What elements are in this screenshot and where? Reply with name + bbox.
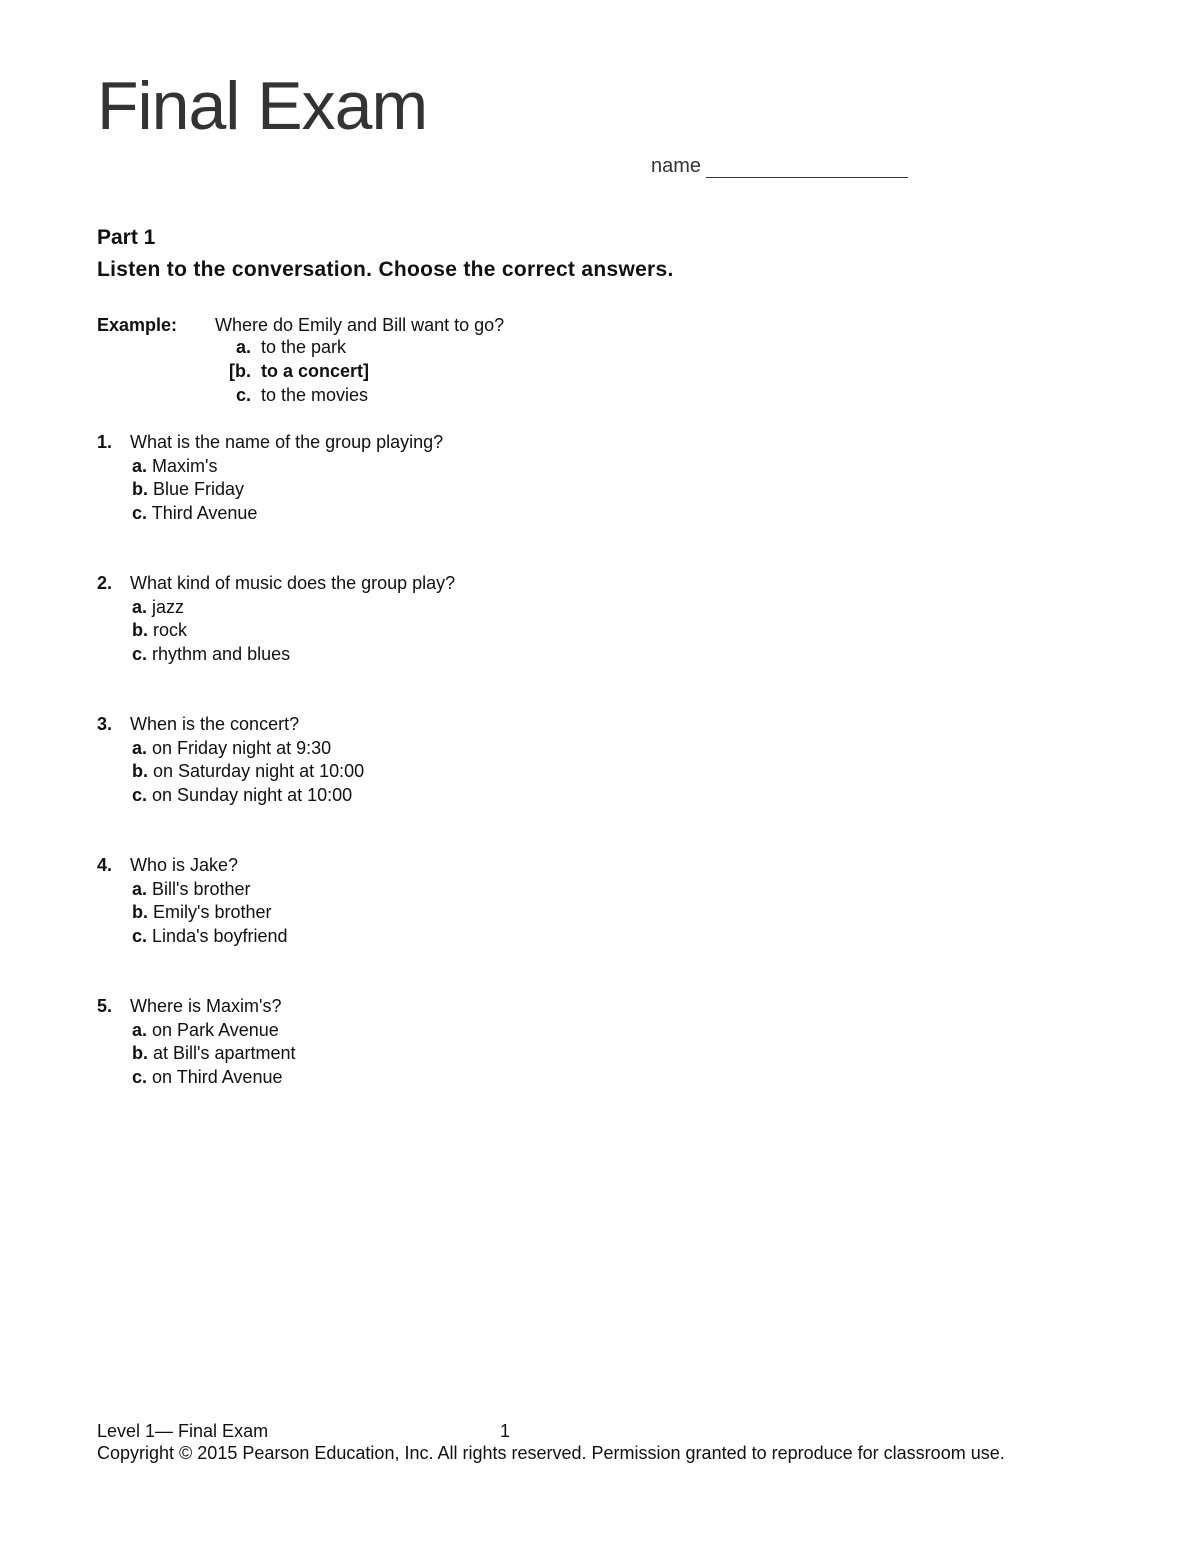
- option-a: a. Bill's brother: [132, 878, 251, 899]
- name-blank-line: [706, 159, 908, 178]
- question-text: Who is Jake?: [130, 855, 239, 875]
- option-c: c. Third Avenue: [132, 502, 258, 523]
- option-b: b. Emily's brother: [132, 902, 272, 922]
- option-a: a. Maxim's: [132, 455, 218, 476]
- option-text: to the park: [261, 337, 347, 357]
- part-heading: Part 1: [97, 226, 156, 249]
- name-label: name: [651, 155, 702, 177]
- option-letter: [b.: [229, 361, 251, 381]
- option-c: c. rhythm and blues: [132, 643, 291, 664]
- option-c: c. on Sunday night at 10:00: [132, 784, 353, 805]
- option-b: b. rock: [132, 620, 188, 640]
- example-label: Example:: [97, 315, 178, 335]
- question-number: 3.: [97, 714, 113, 734]
- question-text: What kind of music does the group play?: [130, 573, 456, 593]
- question-number: 5.: [97, 996, 113, 1016]
- example-question: Where do Emily and Bill want to go?: [215, 315, 505, 335]
- name-field: [651, 155, 908, 178]
- option-b: b. at Bill's apartment: [132, 1043, 296, 1063]
- option-c: c. Linda's boyfriend: [132, 925, 288, 946]
- option-c: c. on Third Avenue: [132, 1066, 283, 1087]
- option-b: b. Blue Friday: [132, 479, 245, 499]
- page-title: Final Exam: [97, 68, 428, 144]
- instructions: Listen to the conversation. Choose the correct answers.: [97, 258, 674, 281]
- option-b: b. on Saturday night at 10:00: [132, 761, 365, 781]
- question-text: What is the name of the group playing?: [130, 432, 444, 452]
- option-letter: c.: [235, 385, 251, 405]
- question-text: Where is Maxim's?: [130, 996, 282, 1016]
- footer-level: Level 1— Final Exam: [97, 1421, 269, 1441]
- option-a: a. on Friday night at 9:30: [132, 737, 332, 758]
- question-number: 2.: [97, 573, 113, 593]
- question-text: When is the concert?: [130, 714, 300, 734]
- copyright-notice: Copyright © 2015 Pearson Education, Inc. All rights reserved. Permission granted to reproduce for classroom use.: [97, 1443, 1005, 1463]
- option-text: to the movies: [261, 385, 369, 405]
- option-text: to a concert]: [261, 361, 370, 381]
- question-number: 1.: [97, 432, 113, 452]
- option-a: a. on Park Avenue: [132, 1019, 279, 1040]
- page-number: 1: [500, 1421, 511, 1441]
- option-letter: a.: [235, 337, 251, 357]
- question-number: 4.: [97, 855, 113, 875]
- option-a: a. jazz: [132, 596, 185, 617]
